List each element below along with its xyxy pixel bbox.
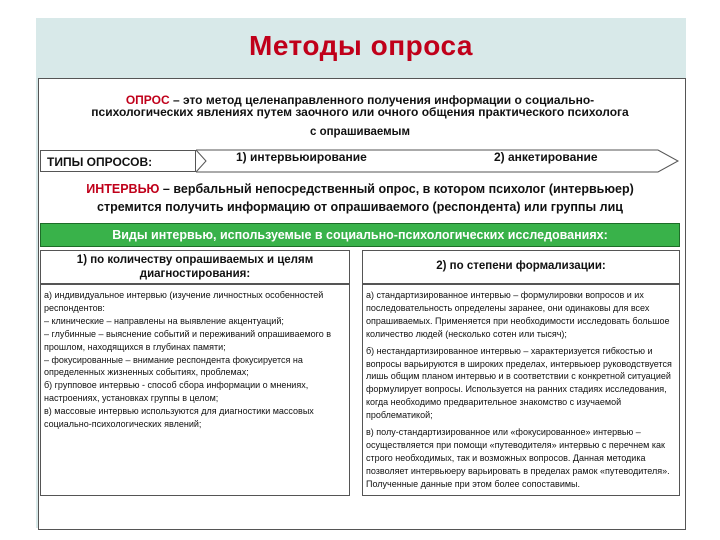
list-item: б) групповое интервью - способ сбора информации о мнениях, настроениях, установках группы в целом; xyxy=(44,380,309,404)
interview-term: ИНТЕРВЬЮ xyxy=(86,182,160,196)
survey-type-interview: 1) интервьюирование xyxy=(236,150,367,164)
list-item: б) нестандартизированное интервью – характеризуется гибкостью и вопросы варьируются в широких пределах, интервьюер руководствуется лишь общим планом интервью и в соответствии с конкретной ситуацией формулирует вопросы. Используется на ранних стадиях исследования, когда необходимо предварительное знакомство с изучаемой проблематикой; xyxy=(366,345,672,421)
survey-definition-line1: – это метод целенаправленного получения информации о социально- xyxy=(169,93,595,107)
right-column-body xyxy=(362,284,680,496)
list-item: в) массовые интервью используются для диагностики массовых социально-психологических явлений; xyxy=(44,406,314,430)
survey-definition-line3: с опрашиваемым xyxy=(309,126,411,138)
list-item: а) индивидуальное интервью (изучение личностных особенностей респондентов: xyxy=(44,290,324,313)
interview-definition-line2: стремится получить информацию от опрашиваемого (респондента) или группы лиц xyxy=(97,200,623,214)
list-item: а) стандартизированное интервью – формулировки вопросов и их последовательность определены заранее, они одинаковы для всех опрашиваемых. Применяется при необходимости исследовать большое количество людей (несколько сотен или тысяч); xyxy=(366,290,670,339)
survey-term: ОПРОС xyxy=(125,93,170,107)
left-header-line1: 1) по количеству опрашиваемых и целям xyxy=(76,254,314,266)
page-title: Методы опроса xyxy=(249,30,473,61)
list-item: – клинические – направлены на выявление акцентуаций; xyxy=(44,315,284,326)
left-column-header xyxy=(40,250,350,284)
right-column-header: 2) по степени формализации: xyxy=(362,250,680,284)
interview-definition xyxy=(40,180,680,216)
list-item: – фокусированные – внимание респондента фокусируется на определенных жизненных событиях, проблемах; xyxy=(44,354,303,378)
left-column-body xyxy=(40,284,350,496)
survey-type-questionnaire: 2) анкетирование xyxy=(494,150,598,164)
list-item: в) полу-стандартизированное или «фокусированное» интервью – осуществляется при помощи «путеводителя» интервью с перечнем как строго необходимых, так и возможных вопросов. Данная методика позволяет интервьюеру варьировать в пределах рамок «путеводителя». Полученные данные при этом более сопоставимы. xyxy=(366,427,670,489)
survey-definition xyxy=(40,94,680,118)
list-item: – глубинные – выяснение событий и переживаний опрашиваемого в прошлом, находящихся в глубинах памяти; xyxy=(44,328,332,352)
interview-definition-line1: – вербальный непосредственный опрос, в котором психолог (интервьюер) xyxy=(159,182,634,196)
left-header-line2: диагностирования: xyxy=(139,268,251,280)
survey-types-label: ТИПЫ ОПРОСОВ: xyxy=(40,150,196,172)
survey-definition-line2: психологических явлениях путем заочного или очного общения практического психолога xyxy=(91,105,629,119)
interview-kinds-bar: Виды интервью, используемые в социально-психологических исследованиях: xyxy=(40,223,680,247)
